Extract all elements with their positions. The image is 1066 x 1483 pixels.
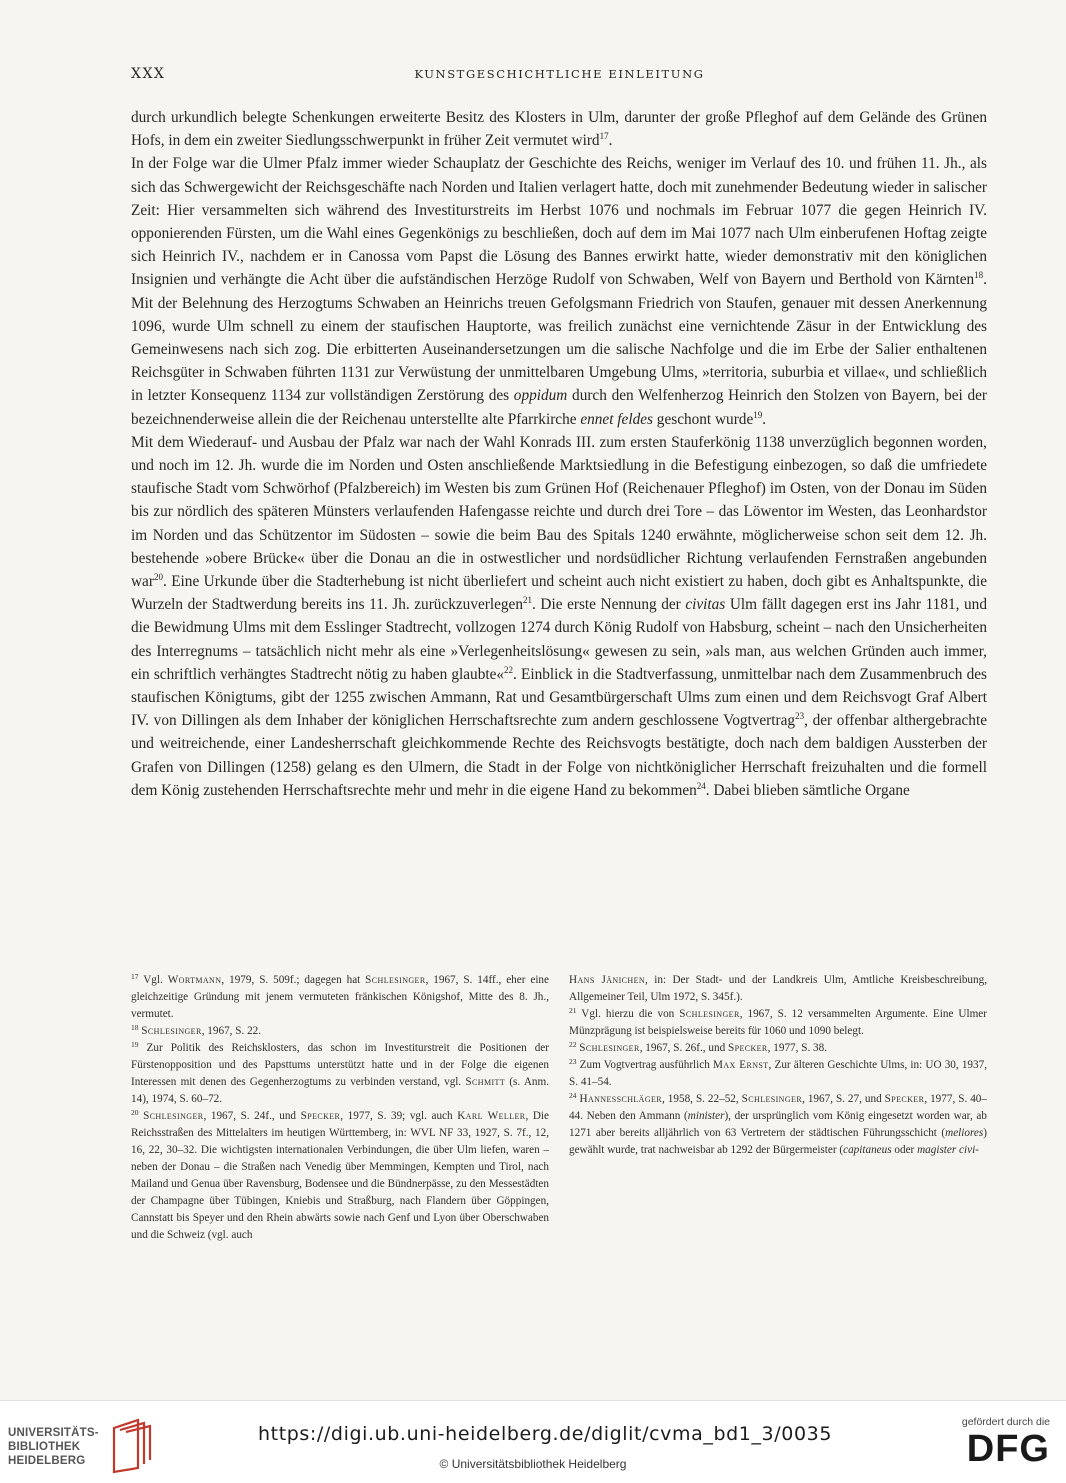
text-run: , 1977, S. 38. — [767, 1042, 828, 1054]
italic-term: capitaneus — [843, 1144, 892, 1156]
author-name: Specker — [727, 1042, 768, 1054]
italic-term: civitas — [685, 596, 726, 614]
footnote-20 — [131, 1108, 549, 1244]
footnote-column-right — [569, 972, 987, 1159]
paragraph-3 — [131, 431, 987, 802]
footnote-number: 18 — [131, 1023, 139, 1032]
footnote-number: 17 — [131, 972, 139, 981]
italic-term: oppidum — [513, 387, 568, 405]
permalink-url[interactable]: https://digi.ub.uni-heidelberg.de/diglit/cvma_bd1_3/0035 — [258, 1423, 833, 1445]
text-run: , 1967, S. 27, und — [802, 1093, 885, 1105]
text-run: , 1958, S. 22–52, — [662, 1093, 742, 1105]
text-run: , 1967, S. 14ff., eher eine gleichzeitige Gründung mit jenem vermuteten fränkischen Königshof, Mitte des 8. Jh., vermutet. — [131, 974, 549, 1020]
author-name: Hans Jänichen — [569, 974, 646, 986]
author-name: Wortmann — [167, 974, 222, 986]
paragraph-2 — [131, 152, 987, 430]
footnote-22 — [569, 1040, 987, 1057]
footnote-ref[interactable]: 22 — [504, 664, 514, 675]
text-run: Mit dem Wiederauf- und Ausbau der Pfalz war nach der Wahl Konrads III. zum ersten Stauferkönig 1138 unverzüglich begonnen worden, und noch im 12. Jh. wurde die im Norden und Osten anschließende Marktsiedlung in die Befestigung einbezogen, so daß die umfriedete staufische Stadt vom Schwörhof (Pfalzbereich) im Westen bis zum Grünen Hof (Reichenauer Pfleghof) im Osten, von der Donau im Süden bis zur nördlich des späteren Münsters verlaufenden Hafengasse reichte und durch drei Tore – das Löwentor im Westen, das Leonhardstor im Norden und das Schützentor im Südosten – sowie die beim Bau des Spitals 1240 erwähnte, möglicherweise schon seit dem 12. Jh. bestehende »obere Brücke« über die Donau an die in ostwestlicher und nordsüdlicher Richtung verlaufenden Fernstraßen angebunden war — [131, 433, 987, 591]
text-run: oder — [891, 1144, 918, 1156]
text-run: . Dabei blieben sämtliche Organe — [705, 781, 910, 799]
footnote-number: 19 — [131, 1040, 139, 1049]
footnote-18 — [131, 1023, 549, 1040]
text-run: Vgl. hierzu die von — [576, 1008, 680, 1020]
footnote-ref[interactable]: 19 — [753, 409, 763, 420]
text-run: durch urkundlich belegte Schenkungen erweiterte Besitz des Klosters in Ulm, darunter der große Pfleghof auf dem Gelände des Grünen Hofs, in dem ein zweiter Siedlungsschwerpunkt in früher Zeit vermutet wird — [131, 109, 987, 150]
text-run: , 1977, S. 40–44. Neben den Ammann ( — [569, 1093, 987, 1122]
text-run: In der Folge war die Ulmer Pfalz immer wieder Schauplatz der Geschichte des Reichs, weniger im Verlauf des 10. und frühen 11. Jh., als sich das Schwergewicht der Reichsgeschäfte nach Norden und Italien verlagert hatte, doch mit zunehmender Bedeutung wieder in salischer Zeit: Hier versammelten sich während des Investiturstreits im Herbst 1076 und nochmals im Februar 1077 die gegen Heinrich IV. opponierenden Fürsten, um die Wahl eines Gegenkönigs zu beschließen, doch auf dem im Mai 1077 nach Ulm einberufenen Hoftag zeigte sich Heinrich IV., nachdem er in Canossa vom Papst die Lösung des Bannes erwirkt hatte, wieder demonstrativ mit den königlichen Insignien und verhängte die Acht über die aufständischen Herzöge Rudolf von Schwaben, Welf von Bayern und Berthold von Kärnten — [131, 155, 987, 289]
copyright-notice: © Universitätsbibliothek Heidelberg — [439, 1457, 627, 1471]
text-run: Vgl. — [138, 974, 168, 986]
footnote-number: 24 — [569, 1091, 577, 1100]
footnote-ref[interactable]: 23 — [795, 711, 805, 722]
footnote-number: 20 — [131, 1108, 139, 1117]
author-name: Schlesinger — [679, 1008, 740, 1020]
text-run: geschont wurde — [652, 410, 754, 428]
author-name: Schlesinger — [141, 1025, 202, 1037]
library-name-line: HEIDELBERG — [8, 1455, 86, 1467]
library-name-line: BIBLIOTHEK — [8, 1441, 81, 1453]
text-run: ) gewählt wurde, trat nachweisbar ab 1292 der Bürgermeister ( — [569, 1127, 987, 1156]
author-name: Max Ernst — [712, 1059, 769, 1071]
footnote-23 — [569, 1057, 987, 1091]
text-run: , 1967, S. 22. — [201, 1025, 262, 1037]
text-run: , 1967, S. 12 versammelten Argumente. Eine Ulmer Münzprägung ist beispielsweise bereits für 1060 und 1090 belegt. — [569, 1008, 987, 1037]
text-run: , 1979, S. 509f.; dagegen hat — [221, 974, 366, 986]
text-run: (s. Anm. 14), 1974, S. 60–72. — [131, 1076, 549, 1105]
text-run: , der offenbar althergebrachte und weitreichende, einer Landesherrschaft gleichkommende Rechte des Reichsvogts bestätigte, doch nach dem baldigen Aussterben der Grafen von Dillingen (1258) gelang es den Ulmern, die Stadt in der Folge von nichtköniglicher Herrschaft freizuhalten und die formell dem König zustehenden Herrschaftsrechte mehr und mehr in die eigene Hand zu bekommen — [131, 712, 987, 799]
dfg-wordmark: DFG — [966, 1428, 1050, 1470]
page-number: XXX — [131, 66, 166, 82]
italic-term: magister civi- — [917, 1144, 979, 1156]
text-run: durch den Welfenherzog Heinrich den Stolzen von Bayern, bei der bezeichnenderweise allein die der Reichenau unterstellte alte Pfarrkirche — [131, 387, 987, 428]
dfg-supported-text: gefördert durch die — [961, 1416, 1050, 1428]
author-name: Schmitt — [465, 1076, 506, 1088]
footnote-21 — [569, 1006, 987, 1040]
running-title: KUNSTGESCHICHTLICHE EINLEITUNG — [414, 67, 705, 81]
author-name: Hannesschläger — [579, 1093, 663, 1105]
main-text — [131, 106, 987, 802]
footnote-ref[interactable]: 17 — [599, 131, 609, 142]
text-run: , Zur älteren Geschichte Ulms, in: UO 30, 1937, S. 41–54. — [569, 1059, 987, 1088]
author-name: Schlesinger — [143, 1110, 204, 1122]
footnote-ref[interactable]: 18 — [974, 270, 984, 281]
author-name: Schlesinger — [741, 1093, 803, 1105]
footnote-ref[interactable]: 24 — [696, 780, 706, 791]
footnote-19 — [131, 1040, 549, 1108]
text-run: . Die erste Nennung der — [531, 596, 686, 614]
author-name: Schlesinger — [579, 1042, 640, 1054]
text-run: Zum Vogtvertrag ausführlich — [576, 1059, 713, 1071]
footnote-number: 22 — [569, 1040, 577, 1049]
text-run: Zur Politik des Reichsklosters, das schon im Investiturstreit die Positionen der Fürstenopposition und des Papsttums unterstützt hatte und in der Folge die eigenen Interessen mit denen des Gegenherzogtums zu verbinden verstand, vgl. — [131, 1042, 549, 1088]
footnote-17 — [131, 972, 549, 1023]
italic-term: minister — [687, 1110, 725, 1122]
footnote-24 — [569, 1091, 987, 1159]
italic-term: ennet feldes — [580, 410, 653, 428]
footnote-20-continued — [569, 972, 987, 1006]
dfg-logo[interactable] — [940, 1416, 1050, 1476]
text-run: . — [762, 410, 767, 428]
author-name: Schlesinger — [365, 974, 426, 986]
text-run: , Die Reichsstraßen des Mittelalters im heutigen Württemberg, in: WVL NF 33, 1927, S. 7f., 12, 16, 22, 30–32. Die wichtigsten internationalen Verbindungen, die über Ulm liefen, waren – neben der Donau – die Straßen nach Venedig über Memmingen, Kempten und Tirol, nach Mailand und Genua über Ravensburg, Bodensee und die Bündnerpässe, zu den Messestädten der Champagne über Tübingen, Kniebis und Straßburg, nach Flandern über Göppingen, Cannstatt bis Speyer und den Rhein abwärts sowie nach Genf und Lyon über Oberschwaben und die Schweiz (vgl. auch — [131, 1110, 550, 1241]
author-name: Karl Weller — [457, 1110, 526, 1122]
footnote-number: 21 — [569, 1006, 577, 1015]
footnote-column-left — [131, 972, 549, 1244]
italic-term: meliores — [945, 1127, 984, 1139]
text-run: . — [608, 132, 613, 150]
library-name-line: UNIVERSITÄTS- — [8, 1427, 99, 1439]
text-run: , in: Der Stadt- und der Landkreis Ulm, Amtliche Kreisbeschreibung, Allgemeiner Teil, Ulm 1972, S. 345f.). — [569, 974, 987, 1003]
text-run: , 1967, S. 24f., und — [203, 1110, 301, 1122]
paragraph-1 — [131, 106, 987, 152]
text-run: ), der ursprünglich vom König eingesetzt worden war, ab 1271 aber bereits alljährlich von 63 Vertretern der städtischen Führungsschicht ( — [569, 1110, 987, 1139]
text-run: , 1967, S. 26f., und — [639, 1042, 728, 1054]
author-name: Specker — [884, 1093, 925, 1105]
author-name: Specker — [300, 1110, 341, 1122]
text-run: , 1977, S. 39; vgl. auch — [340, 1110, 458, 1122]
text-run: Ulm fällt dagegen erst ins Jahr 1181, und die Bewidmung Ulms mit dem Esslinger Stadtrecht, vollzogen 1274 durch König Rudolf von Habsburg, scheint – nach den Unsicherheiten des Interregnums – tatsächlich nicht mehr als eine »Verlegenheitslösung« gewesen zu sein, »als man, aus welchen Gründen auch immer, ein schriftlich verhängtes Stadtrecht nötig zu haben glaubte« — [131, 596, 987, 683]
text-run: . Mit der Belehnung des Herzogtums Schwaben an Heinrichs treuen Gefolgsmann Friedrich von Staufen, genauer mit dessen Anerkennung 1096, wurde Ulm schnell zu einem der staufischen Hauptorte, was freilich zunächst eine vernichtende Zäsur in der Entwicklung des Gemeinwesens nach sich zog. Die erbitterten Auseinandersetzungen um die salische Nachfolge und die im Erbe der Salier enthaltenen Reichsgüter in Schwaben führten 1131 zur Verwüstung der unmittelbaren Umgebung Ulms, »territoria, suburbia et villae«, und schließlich in letzter Konsequenz 1134 zur vollständigen Zerstörung des — [131, 271, 987, 405]
viewer-footer — [0, 1400, 1066, 1483]
text-run: . Einblick in die Stadtverfassung, unmittelbar nach dem Zusammenbruch des staufischen Königtums, gibt der 1255 zwischen Ammann, Rat und Gesamtbürgerschaft Ulms zum einen und dem Reichsvogt Graf Albert IV. von Dillingen als dem Inhaber der königlichen Herrschaftsrechte zum andern geschlossene Vogtvertrag — [131, 665, 987, 730]
footnote-number: 23 — [569, 1057, 577, 1066]
text-run: . Eine Urkunde über die Stadterhebung ist nicht überliefert und scheint auch nicht existiert zu haben, doch gibt es Anhaltspunkte, die Wurzeln der Stadtwerdung bereits ins 11. Jh. zurückzuverlegen — [131, 573, 987, 614]
running-head — [131, 66, 988, 86]
footnote-ref[interactable]: 21 — [522, 595, 532, 606]
footnote-ref[interactable]: 20 — [153, 572, 163, 583]
